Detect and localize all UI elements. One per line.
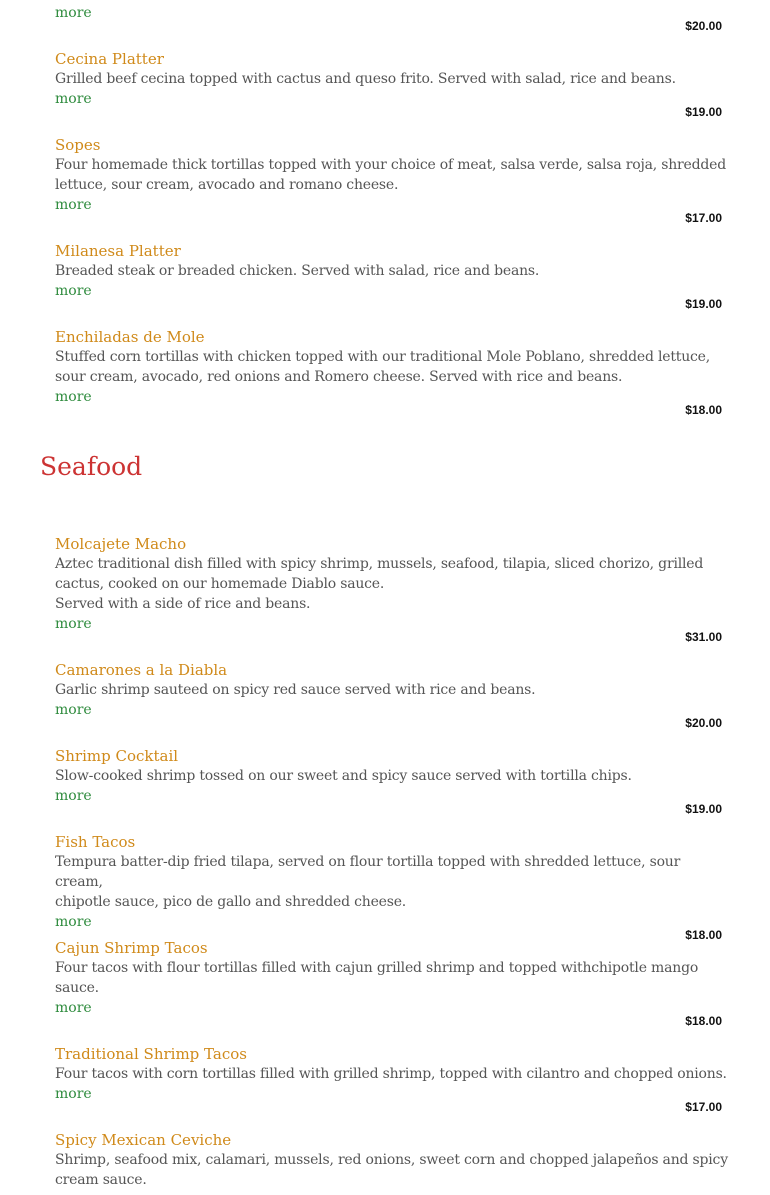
item-price: $20.00 bbox=[685, 19, 722, 33]
more-link[interactable]: more bbox=[55, 702, 92, 718]
item-price: $17.00 bbox=[685, 1100, 722, 1114]
item-description: Garlic shrimp sauteed on spicy red sauce served with rice and beans. bbox=[55, 682, 536, 698]
item-price: $17.00 bbox=[685, 211, 722, 225]
item-price: $19.00 bbox=[685, 802, 722, 816]
item-name: Fish Tacos bbox=[55, 833, 136, 851]
item-description: Slow-cooked shrimp tossed on our sweet and spicy sauce served with tortilla chips. bbox=[55, 768, 632, 784]
item-description: Four tacos with flour tortillas filled with cajun grilled shrimp and topped withchipotle mango sauce. bbox=[55, 960, 699, 996]
menu-item-cut-off bbox=[0, 3, 770, 33]
item-name: Milanesa Platter bbox=[55, 242, 181, 260]
item-price: $18.00 bbox=[685, 1014, 722, 1028]
more-link[interactable]: more bbox=[55, 283, 92, 299]
menu-item-fish-tacos bbox=[0, 832, 770, 942]
more-link[interactable]: more bbox=[55, 1000, 92, 1016]
item-price: $31.00 bbox=[685, 630, 722, 644]
menu-item-cajun-shrimp-tacos bbox=[0, 938, 770, 1028]
menu-item-camarones-a-la-diabla bbox=[0, 660, 770, 730]
item-price: $19.00 bbox=[685, 105, 722, 119]
item-price: $20.00 bbox=[685, 716, 722, 730]
item-description: Aztec traditional dish filled with spicy shrimp, mussels, seafood, tilapia, sliced chorizo, grilled cactus, cooked on our homemade Diablo sauce. Served with a side of rice and beans. bbox=[55, 556, 704, 612]
more-link[interactable]: more bbox=[55, 91, 92, 107]
menu-item-shrimp-cocktail bbox=[0, 746, 770, 816]
section-title-seafood: Seafood bbox=[40, 452, 143, 481]
item-name: Spicy Mexican Ceviche bbox=[55, 1131, 232, 1149]
more-link[interactable]: more bbox=[55, 5, 92, 21]
menu-item-sopes bbox=[0, 135, 770, 225]
item-description: Breaded steak or breaded chicken. Served with salad, rice and beans. bbox=[55, 263, 540, 279]
item-description: Four tacos with corn tortillas filled with grilled shrimp, topped with cilantro and chopped onions. bbox=[55, 1066, 727, 1082]
item-name: Sopes bbox=[55, 136, 101, 154]
more-link[interactable]: more bbox=[55, 914, 92, 930]
item-price: $19.00 bbox=[685, 297, 722, 311]
item-description: Stuffed corn tortillas with chicken topped with our traditional Mole Poblano, shredded lettuce, sour cream, avocado, red onions and Romero cheese. Served with rice and beans. bbox=[55, 349, 711, 385]
item-description: Grilled beef cecina topped with cactus and queso frito. Served with salad, rice and beans. bbox=[55, 71, 676, 87]
item-name: Traditional Shrimp Tacos bbox=[55, 1045, 247, 1063]
menu-item-enchiladas-de-mole bbox=[0, 327, 770, 417]
item-name: Cecina Platter bbox=[55, 50, 164, 68]
item-name: Shrimp Cocktail bbox=[55, 747, 179, 765]
item-description: Shrimp, seafood mix, calamari, mussels, red onions, sweet corn and chopped jalapeños and spicy cream sauce. bbox=[55, 1152, 728, 1188]
item-name: Camarones a la Diabla bbox=[55, 661, 228, 679]
item-price: $18.00 bbox=[685, 403, 722, 417]
menu-item-cecina-platter bbox=[0, 49, 770, 119]
menu-item-traditional-shrimp-tacos bbox=[0, 1044, 770, 1114]
more-link[interactable]: more bbox=[55, 389, 92, 405]
item-description: Tempura batter-dip fried tilapa, served on flour tortilla topped with shredded lettuce, sour cream, chipotle sauce, pico de gallo and shredded cheese. bbox=[55, 854, 681, 910]
item-description: Four homemade thick tortillas topped with your choice of meat, salsa verde, salsa roja, shredded lettuce, sour cream, avocado and romano cheese. bbox=[55, 157, 726, 193]
menu-item-molcajete-macho bbox=[0, 534, 770, 644]
item-name: Enchiladas de Mole bbox=[55, 328, 205, 346]
item-name: Molcajete Macho bbox=[55, 535, 187, 553]
menu-item-milanesa-platter bbox=[0, 241, 770, 311]
item-name: Cajun Shrimp Tacos bbox=[55, 939, 208, 957]
more-link[interactable]: more bbox=[55, 616, 92, 632]
item-price: $18.00 bbox=[685, 928, 722, 942]
more-link[interactable]: more bbox=[55, 788, 92, 804]
menu-item-spicy-mexican-ceviche bbox=[0, 1130, 770, 1190]
more-link[interactable]: more bbox=[55, 1086, 92, 1102]
more-link[interactable]: more bbox=[55, 197, 92, 213]
